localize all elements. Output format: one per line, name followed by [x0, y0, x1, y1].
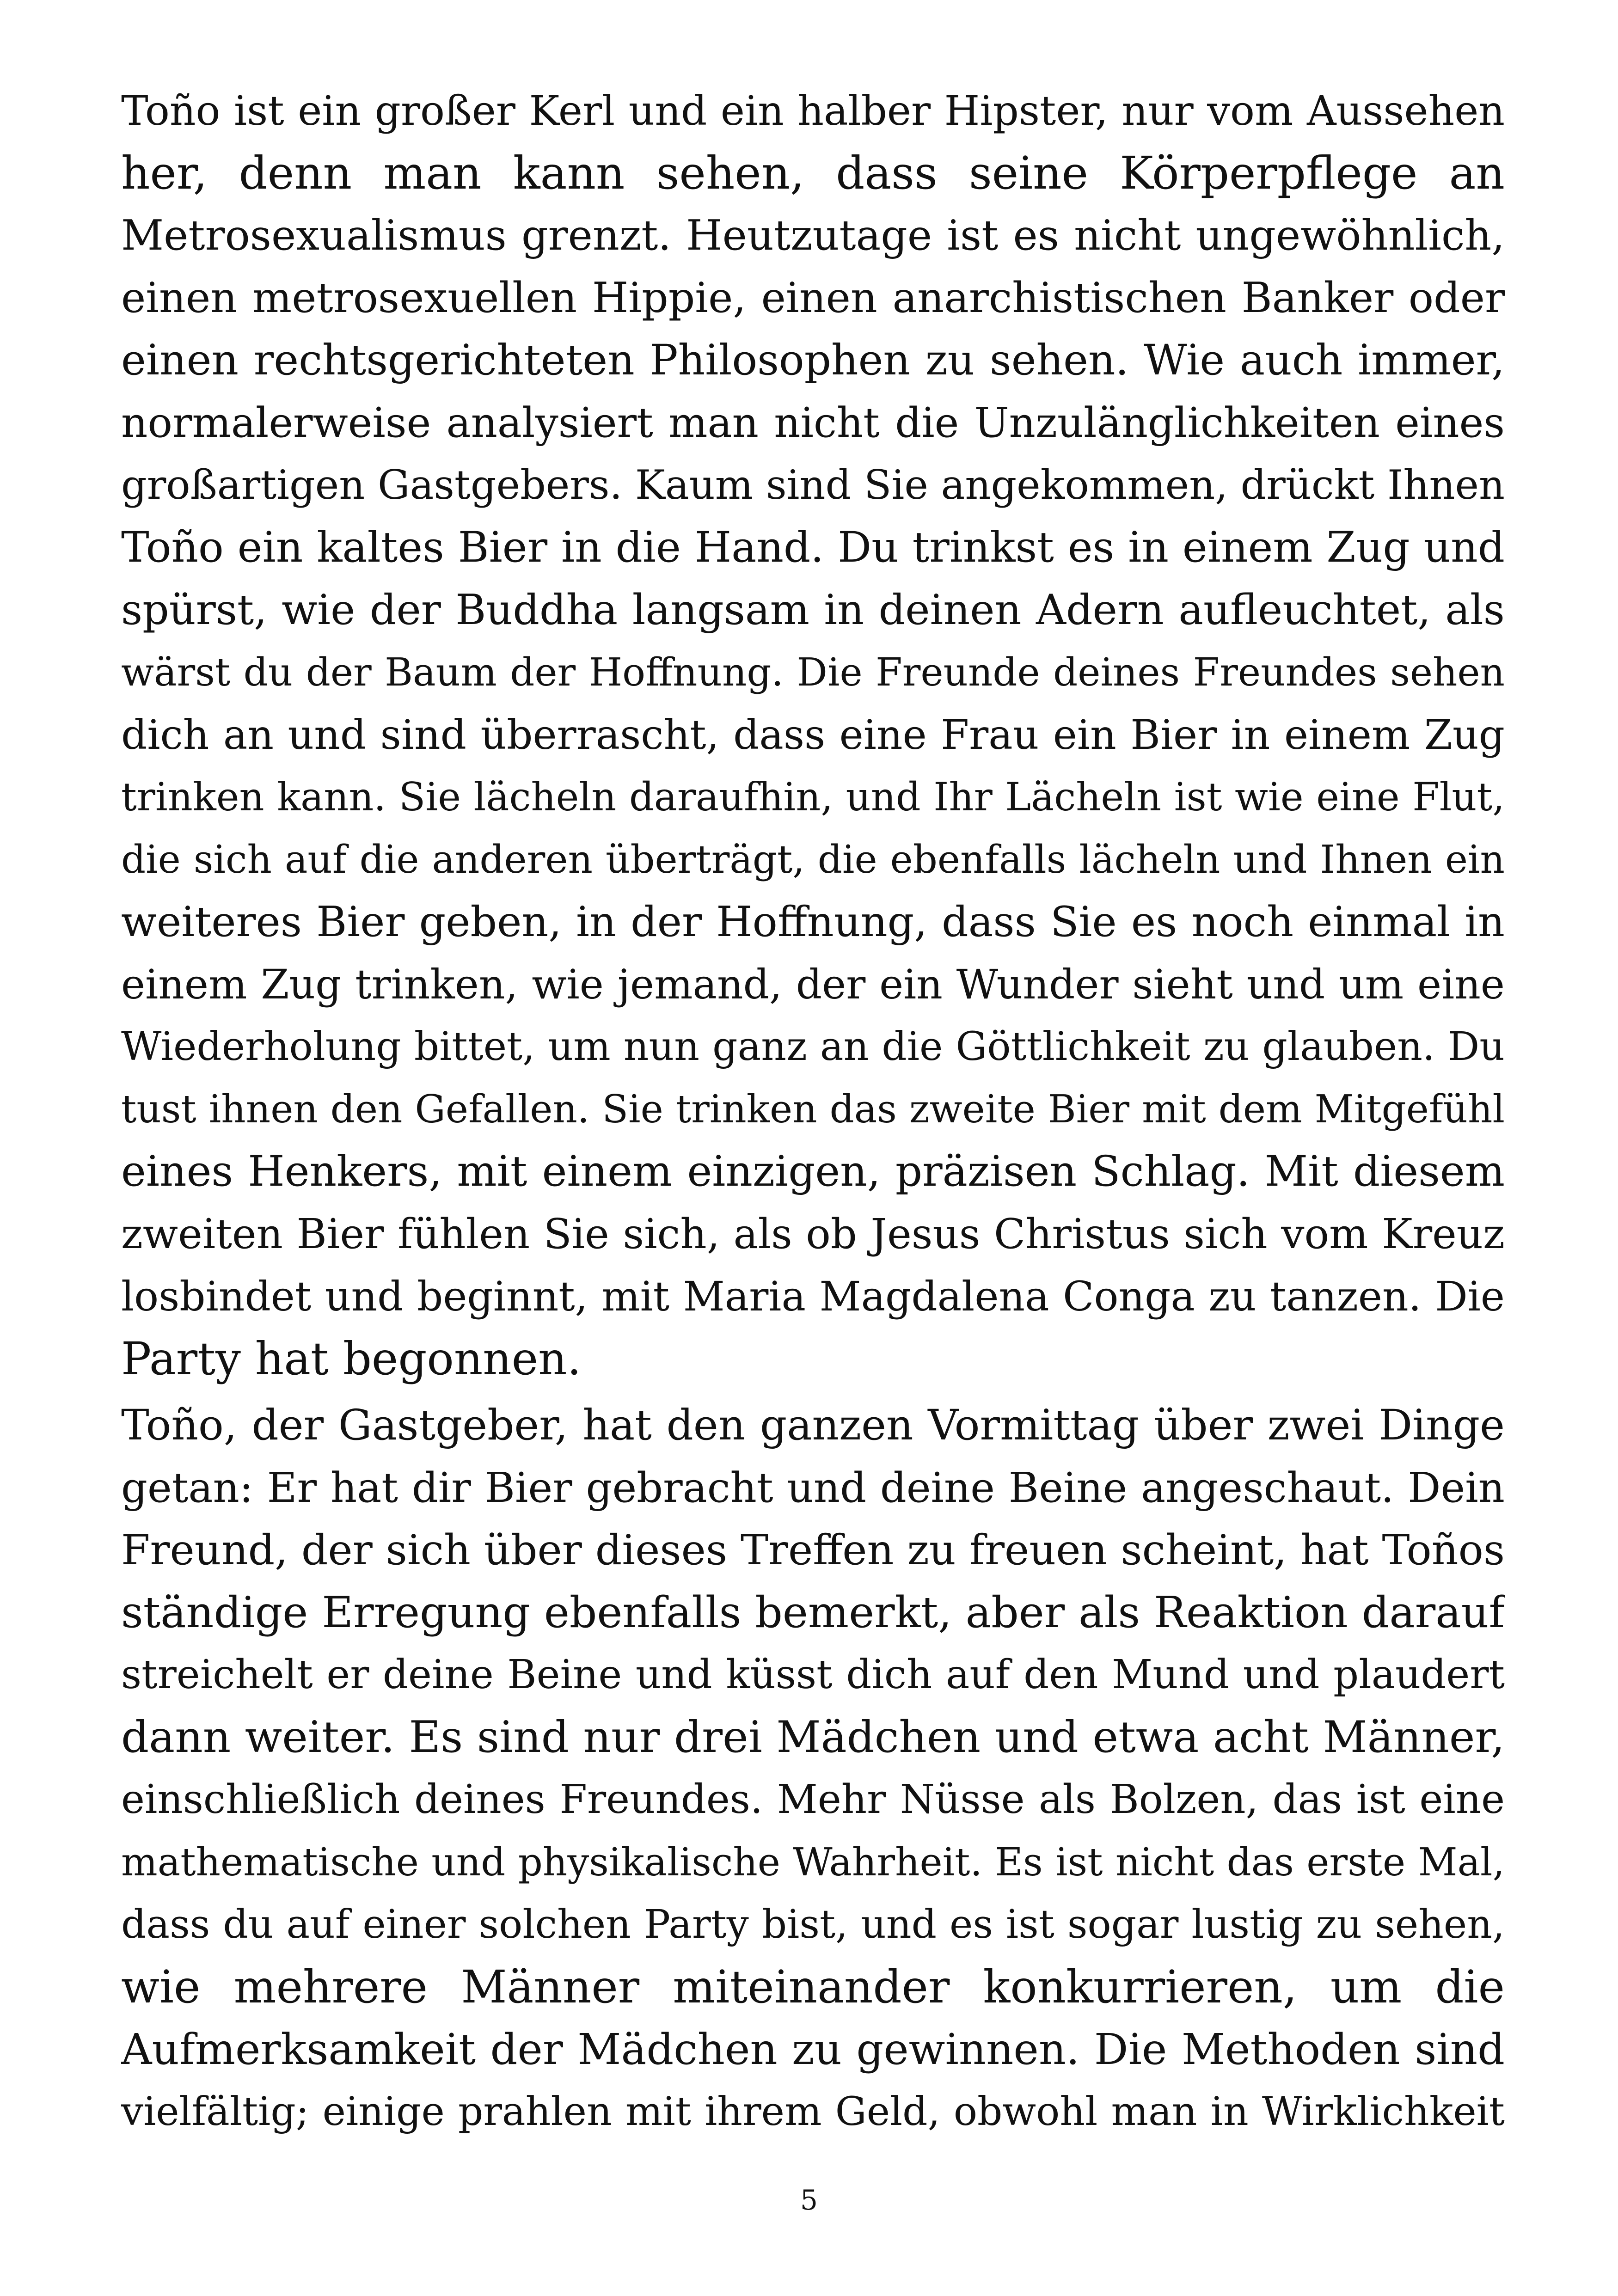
text-line: zweiten Bier fühlen Sie sich, als ob Jesus Christus sich vom Kreuz — [121, 1210, 1505, 1258]
text-line: Metrosexualismus grenzt. Heutzutage ist es nicht ungewöhnlich, — [121, 211, 1505, 260]
text-line: ständige Erregung ebenfalls bemerkt, aber als Reaktion darauf — [121, 1587, 1505, 1637]
text-line: dass du auf einer solchen Party bist, und es ist sogar lustig zu sehen, — [121, 1902, 1505, 1947]
text-line: trinken kann. Sie lächeln daraufhin, und Ihr Lächeln ist wie eine Flut, — [121, 774, 1505, 820]
paragraph-2 — [121, 1394, 1505, 2143]
text-line: einen rechtsgerichteten Philosophen zu sehen. Wie auch immer, — [121, 336, 1505, 385]
text-line: wie mehrere Männer miteinander konkurrieren, um die — [121, 1961, 1505, 2013]
text-line: eines Henkers, mit einem einzigen, präzisen Schlag. Mit diesem — [121, 1147, 1505, 1196]
text-line: normalerweise analysiert man nicht die Unzulänglichkeiten eines — [121, 398, 1505, 447]
text-line: einschließlich deines Freundes. Mehr Nüsse als Bolzen, das ist eine — [121, 1776, 1505, 1823]
text-line: Aufmerksamkeit der Mädchen zu gewinnen. Die Methoden sind — [121, 2025, 1505, 2074]
text-line: tust ihnen den Gefallen. Sie trinken das zweite Bier mit dem Mitgefühl — [121, 1087, 1505, 1132]
text-line: mathematische und physikalische Wahrheit. Es ist nicht das erste Mal, — [121, 1840, 1505, 1885]
text-line: streichelt er deine Beine und küsst dich auf den Mund und plaudert — [121, 1652, 1505, 1698]
text-line: Toño ist ein großer Kerl und ein halber Hipster, nur vom Aussehen — [121, 87, 1505, 135]
text-line: losbindet und beginnt, mit Maria Magdalena Conga zu tanzen. Die — [121, 1273, 1505, 1320]
text-line: weiteres Bier geben, in der Hoffnung, dass Sie es noch einmal in — [121, 898, 1505, 946]
page-number: 5 — [800, 2184, 818, 2216]
text-line: großartigen Gastgebers. Kaum sind Sie angekommen, drückt Ihnen — [121, 461, 1505, 508]
text-line: Freund, der sich über dieses Treffen zu freuen scheint, hat Toños — [121, 1526, 1505, 1574]
text-line: vielfältig; einige prahlen mit ihrem Geld, obwohl man in Wirklichkeit — [121, 2089, 1505, 2135]
text-line: wärst du der Baum der Hoffnung. Die Freunde deines Freundes sehen — [121, 650, 1505, 695]
text-line: her, denn man kann sehen, dass seine Körperpflege an — [121, 147, 1505, 199]
text-line: einem Zug trinken, wie jemand, der ein Wunder sieht und um eine — [121, 961, 1505, 1008]
text-line: Wiederholung bittet, um nun ganz an die Göttlichkeit zu glauben. Du — [121, 1024, 1505, 1070]
text-line: Toño, der Gastgeber, hat den ganzen Vormittag über zwei Dinge — [121, 1401, 1505, 1450]
text-line: dann weiter. Es sind nur drei Mädchen und etwa acht Männer, — [121, 1712, 1505, 1763]
text-line: Party hat begonnen. — [121, 1333, 582, 1385]
text-line: Toño ein kaltes Bier in die Hand. Du trinkst es in einem Zug und — [121, 523, 1505, 572]
text-line: einen metrosexuellen Hippie, einen anarchistischen Banker oder — [121, 274, 1505, 322]
text-line: dich an und sind überrascht, dass eine Frau ein Bier in einem Zug — [121, 711, 1505, 759]
paragraph-1 — [121, 80, 1505, 1390]
text-line: die sich auf die anderen überträgt, die ebenfalls lächeln und Ihnen ein — [121, 837, 1505, 882]
text-line: getan: Er hat dir Bier gebracht und deine Beine angeschaut. Dein — [121, 1463, 1505, 1512]
text-line: spürst, wie der Buddha langsam in deinen Adern aufleuchtet, als — [121, 586, 1505, 634]
